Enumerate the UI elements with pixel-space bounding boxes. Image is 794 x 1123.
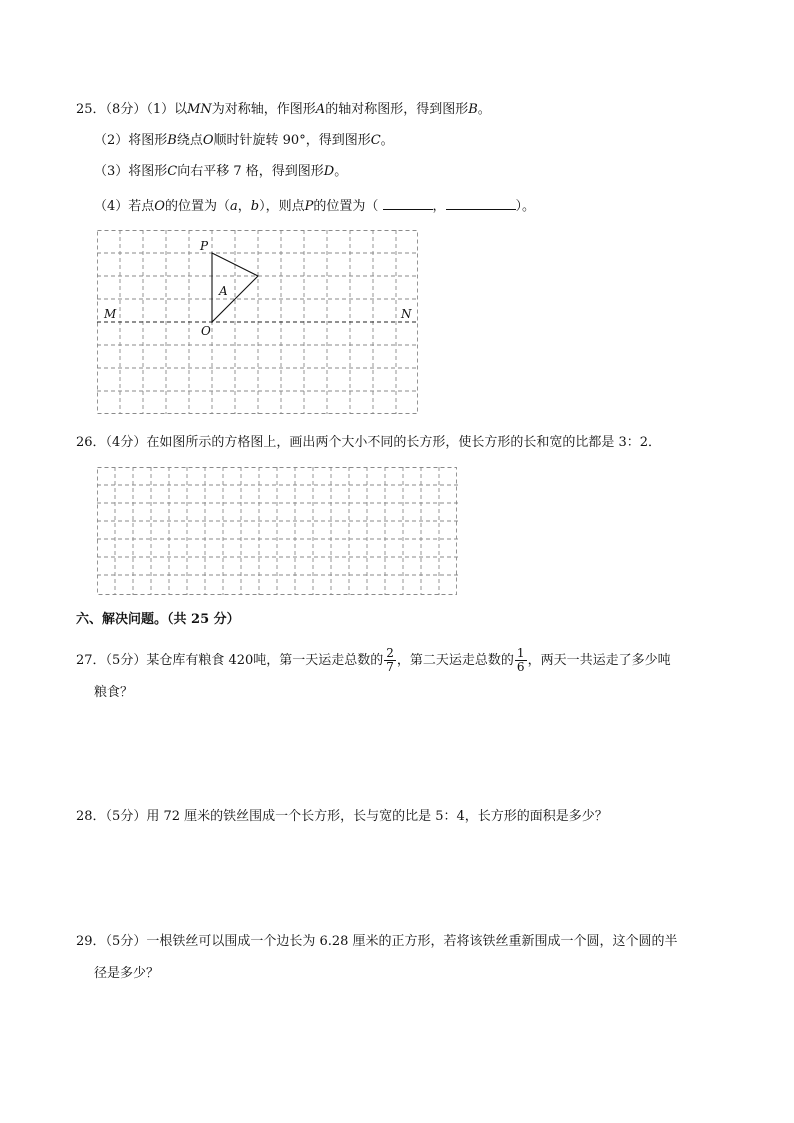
q29-line-1: 29．（5分）一根铁丝可以围成一个边长为 6.28 厘米的正方形，若将该铁丝重新围成一个圆，这个圆的半 [76,934,678,949]
q27-line-2: 粮食？ [94,685,134,700]
label-o: O [201,324,211,338]
q26-grid[interactable] [97,467,458,595]
q25-line-2: （2）将图形B绕点O顺时针旋转 90°，得到图形C。 [94,133,394,148]
q25-line-1: 25．（8分）（1）以MN为对称轴，作图形A的轴对称图形，得到图形B。 [76,102,491,117]
q25-line-3: （3）将图形C向右平移 7 格，得到图形D。 [94,164,348,179]
fraction-2-7: $\frac{2}{7}$ [386,646,394,674]
section-6-title: 六、解决问题。（共 25 分） [76,612,240,627]
q26-grid-lines [97,467,458,595]
q29-line-2: 径是多少？ [94,966,160,981]
label-m: M [104,307,117,321]
fraction-1-6: $\frac{1}{6}$ [516,646,525,674]
label-n: N [401,307,412,321]
answer-blank-x[interactable] [383,196,433,210]
q25-grid[interactable] [97,230,419,414]
label-a: A [219,284,228,298]
label-p: P [200,239,209,253]
q27-line-1: 27．（5分）某仓库有粮食 420吨，第一天运走总数的 $\frac{2}{7}$ ，第二天运走总数的 $\frac{1}{6}$ ，两天一共运走了多少吨 [76,646,671,674]
q28-text: 28．（5分）用 72 厘米的铁丝围成一个长方形，长与宽的比是 5：4，长方形的面积是多少？ [76,809,608,824]
answer-blank-y[interactable] [446,196,516,210]
q26-text: 26．（4分）在如图所示的方格图上，画出两个大小不同的长方形，使长方形的长和宽的比都是 3：2． [76,435,661,450]
q25-line-4: （4）若点O的位置为（a，b），则点P的位置为（ ， ）。 [94,196,535,216]
